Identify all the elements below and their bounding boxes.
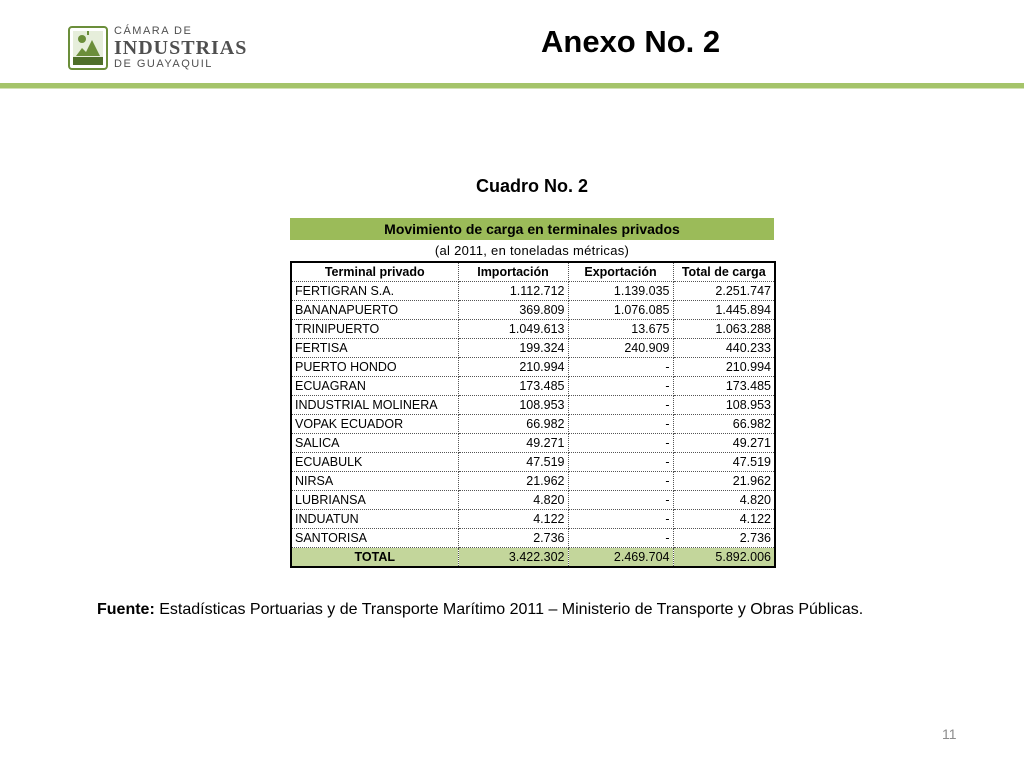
column-header-import: Importación bbox=[458, 262, 568, 282]
export-cell: 2.469.704 bbox=[568, 548, 673, 568]
terminal-cell: ECUABULK bbox=[291, 453, 458, 472]
terminal-cell: TRINIPUERTO bbox=[291, 320, 458, 339]
import-cell: 21.962 bbox=[458, 472, 568, 491]
import-cell: 4.820 bbox=[458, 491, 568, 510]
table-header-row bbox=[291, 262, 775, 282]
table-subtitle: (al 2011, en toneladas métricas) bbox=[434, 243, 630, 258]
export-cell: 1.139.035 bbox=[568, 282, 673, 301]
total-cell: 4.820 bbox=[673, 491, 775, 510]
total-cell: 2.251.747 bbox=[673, 282, 775, 301]
export-cell: - bbox=[568, 377, 673, 396]
import-cell: 173.485 bbox=[458, 377, 568, 396]
slide-title: Anexo No. 2 bbox=[541, 24, 721, 59]
total-cell: 1.445.894 bbox=[673, 301, 775, 320]
import-cell: 49.271 bbox=[458, 434, 568, 453]
table-row bbox=[291, 396, 775, 415]
terminal-cell: FERTISA bbox=[291, 339, 458, 358]
logo-line-1: CÁMARA DE bbox=[114, 25, 193, 37]
column-header-export: Exportación bbox=[568, 262, 673, 282]
total-cell: 1.063.288 bbox=[673, 320, 775, 339]
table-row bbox=[291, 358, 775, 377]
table-row bbox=[291, 529, 775, 548]
logo-line-3: DE GUAYAQUIL bbox=[114, 58, 213, 70]
table-title: Movimiento de carga en terminales privados bbox=[290, 218, 774, 240]
import-cell: 47.519 bbox=[458, 453, 568, 472]
table-row bbox=[291, 377, 775, 396]
total-cell: 2.736 bbox=[673, 529, 775, 548]
total-cell: 173.485 bbox=[673, 377, 775, 396]
total-cell: 21.962 bbox=[673, 472, 775, 491]
import-cell: 210.994 bbox=[458, 358, 568, 377]
terminal-cell: SALICA bbox=[291, 434, 458, 453]
import-cell: 4.122 bbox=[458, 510, 568, 529]
table-body bbox=[291, 282, 775, 568]
terminal-cell: INDUSTRIAL MOLINERA bbox=[291, 396, 458, 415]
table-row bbox=[291, 453, 775, 472]
table-row bbox=[291, 415, 775, 434]
page-number: 11 bbox=[942, 726, 957, 742]
source-note bbox=[97, 601, 863, 619]
chamber-logo bbox=[68, 24, 248, 74]
export-cell: 1.076.085 bbox=[568, 301, 673, 320]
source-label: Fuente: bbox=[97, 601, 155, 618]
import-cell: 66.982 bbox=[458, 415, 568, 434]
export-cell: - bbox=[568, 434, 673, 453]
import-cell: 2.736 bbox=[458, 529, 568, 548]
total-cell: 66.982 bbox=[673, 415, 775, 434]
terminal-cell: VOPAK ECUADOR bbox=[291, 415, 458, 434]
export-cell: - bbox=[568, 472, 673, 491]
total-cell: 4.122 bbox=[673, 510, 775, 529]
terminal-cell: PUERTO HONDO bbox=[291, 358, 458, 377]
chamber-shield-icon bbox=[68, 26, 108, 70]
table-row bbox=[291, 320, 775, 339]
cargo-table bbox=[290, 261, 776, 568]
terminal-cell: SANTORISA bbox=[291, 529, 458, 548]
terminal-cell: TOTAL bbox=[291, 548, 458, 568]
total-cell: 5.892.006 bbox=[673, 548, 775, 568]
table-row bbox=[291, 472, 775, 491]
total-cell: 49.271 bbox=[673, 434, 775, 453]
export-cell: - bbox=[568, 358, 673, 377]
terminal-cell: FERTIGRAN S.A. bbox=[291, 282, 458, 301]
total-cell: 210.994 bbox=[673, 358, 775, 377]
export-cell: - bbox=[568, 396, 673, 415]
cargo-table-container bbox=[290, 218, 774, 568]
terminal-cell: BANANAPUERTO bbox=[291, 301, 458, 320]
terminal-cell: ECUAGRAN bbox=[291, 377, 458, 396]
table-total-row bbox=[291, 548, 775, 568]
table-row bbox=[291, 510, 775, 529]
terminal-cell: LUBRIANSA bbox=[291, 491, 458, 510]
total-cell: 108.953 bbox=[673, 396, 775, 415]
import-cell: 369.809 bbox=[458, 301, 568, 320]
table-row bbox=[291, 339, 775, 358]
column-header-total: Total de carga bbox=[673, 262, 775, 282]
export-cell: - bbox=[568, 491, 673, 510]
export-cell: - bbox=[568, 453, 673, 472]
export-cell: - bbox=[568, 529, 673, 548]
column-header-terminal: Terminal privado bbox=[291, 262, 458, 282]
terminal-cell: INDUATUN bbox=[291, 510, 458, 529]
table-row bbox=[291, 434, 775, 453]
import-cell: 1.049.613 bbox=[458, 320, 568, 339]
import-cell: 199.324 bbox=[458, 339, 568, 358]
total-cell: 440.233 bbox=[673, 339, 775, 358]
cuadro-label: Cuadro No. 2 bbox=[475, 176, 588, 196]
export-cell: - bbox=[568, 510, 673, 529]
header-divider-shadow bbox=[0, 88, 1024, 89]
import-cell: 108.953 bbox=[458, 396, 568, 415]
import-cell: 3.422.302 bbox=[458, 548, 568, 568]
logo-line-2: INDUSTRIAS bbox=[114, 37, 248, 59]
table-row bbox=[291, 282, 775, 301]
total-cell: 47.519 bbox=[673, 453, 775, 472]
terminal-cell: NIRSA bbox=[291, 472, 458, 491]
table-row bbox=[291, 491, 775, 510]
import-cell: 1.112.712 bbox=[458, 282, 568, 301]
table-row bbox=[291, 301, 775, 320]
export-cell: 240.909 bbox=[568, 339, 673, 358]
export-cell: 13.675 bbox=[568, 320, 673, 339]
export-cell: - bbox=[568, 415, 673, 434]
source-text: Estadísticas Portuarias y de Transporte Marítimo 2011 – Ministerio de Transporte y Obras Públicas. bbox=[154, 601, 864, 618]
